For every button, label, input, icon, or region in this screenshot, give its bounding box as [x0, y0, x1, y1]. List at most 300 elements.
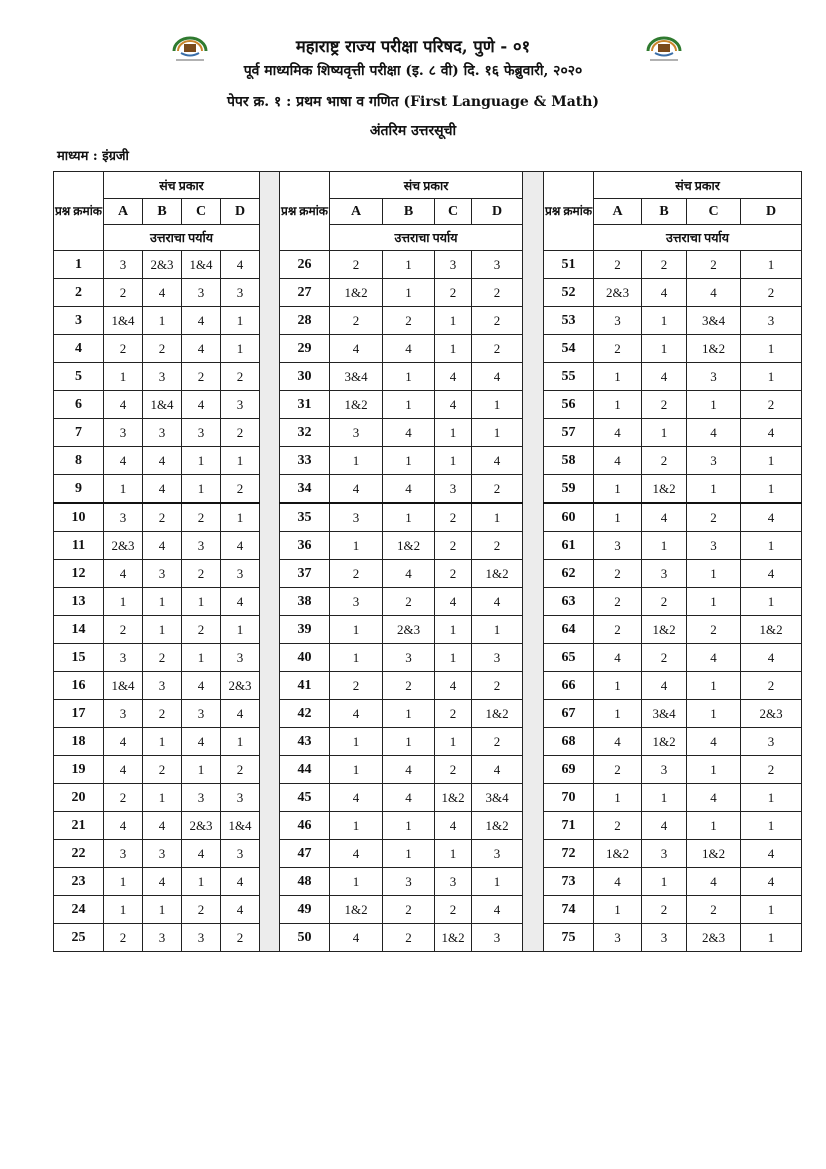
question-number: 13: [54, 588, 104, 616]
answer-set-a: 3: [330, 588, 383, 616]
answer-set-b: 4: [383, 335, 435, 363]
table-row: [54, 924, 802, 952]
answer-set-c: 4: [687, 868, 741, 896]
answer-set-a: 4: [330, 784, 383, 812]
answer-set-d: 1: [472, 616, 523, 644]
answer-set-c: 1: [435, 840, 472, 868]
answer-set-d: 3: [472, 840, 523, 868]
answer-set-a: 2: [104, 279, 143, 307]
table-row: [54, 503, 802, 532]
answer-set-c: 4: [182, 728, 221, 756]
answer-set-b: 2: [642, 391, 687, 419]
question-number: 11: [54, 532, 104, 560]
table-row: [54, 363, 802, 391]
answer-set-a: 2: [330, 251, 383, 279]
answer-set-c: 1: [435, 447, 472, 475]
answer-set-c: 4: [435, 391, 472, 419]
answer-set-d: 3: [221, 840, 260, 868]
answer-set-b: 1: [383, 279, 435, 307]
answer-set-c: 1&2: [687, 335, 741, 363]
answer-set-b: 1: [642, 419, 687, 447]
answer-set-b: 1: [383, 503, 435, 532]
question-number: 6: [54, 391, 104, 419]
answer-set-a: 3: [594, 307, 642, 335]
question-number: 74: [544, 896, 594, 924]
answer-set-a: 4: [104, 447, 143, 475]
set-type-header: संच प्रकार: [594, 172, 802, 199]
answer-set-d: 4: [221, 251, 260, 279]
answer-set-b: 1: [383, 391, 435, 419]
answer-set-c: 1&4: [182, 251, 221, 279]
answer-set-c: 4: [182, 840, 221, 868]
answer-set-c: 2: [182, 560, 221, 588]
set-c-header: C: [687, 199, 741, 225]
question-number: 15: [54, 644, 104, 672]
answer-set-c: 1: [182, 475, 221, 504]
question-number: 68: [544, 728, 594, 756]
answer-set-c: 4: [687, 279, 741, 307]
answer-set-d: 4: [472, 588, 523, 616]
question-number: 39: [280, 616, 330, 644]
answer-set-c: 2&3: [182, 812, 221, 840]
question-number: 27: [280, 279, 330, 307]
question-number: 38: [280, 588, 330, 616]
answer-set-c: 4: [182, 391, 221, 419]
set-b-header: B: [143, 199, 182, 225]
answer-set-a: 1: [104, 588, 143, 616]
answer-set-d: 4: [472, 756, 523, 784]
answer-set-a: 1: [594, 896, 642, 924]
answer-set-a: 1: [104, 363, 143, 391]
answer-set-d: 1: [221, 503, 260, 532]
question-number: 65: [544, 644, 594, 672]
answer-set-b: 2: [383, 588, 435, 616]
answer-set-b: 3: [642, 756, 687, 784]
answer-set-c: 4: [435, 588, 472, 616]
answer-set-b: 1: [143, 896, 182, 924]
question-number: 20: [54, 784, 104, 812]
answer-set-d: 4: [741, 419, 802, 447]
answer-set-a: 3: [104, 251, 143, 279]
answer-set-b: 3: [642, 924, 687, 952]
table-row: [54, 840, 802, 868]
answer-set-b: 2: [143, 644, 182, 672]
question-number: 43: [280, 728, 330, 756]
question-number: 57: [544, 419, 594, 447]
question-number: 73: [544, 868, 594, 896]
question-number: 18: [54, 728, 104, 756]
answer-set-d: 1: [741, 924, 802, 952]
answer-set-a: 2: [104, 784, 143, 812]
question-number: 31: [280, 391, 330, 419]
answer-set-c: 2: [435, 560, 472, 588]
answer-set-a: 2: [594, 560, 642, 588]
question-number: 23: [54, 868, 104, 896]
answer-set-a: 1: [594, 475, 642, 504]
answer-set-a: 1: [330, 728, 383, 756]
question-number: 30: [280, 363, 330, 391]
answer-set-d: 4: [472, 896, 523, 924]
question-number: 4: [54, 335, 104, 363]
table-row: [54, 868, 802, 896]
answer-option-header: उत्तराचा पर्याय: [330, 225, 523, 251]
answer-set-d: 4: [221, 868, 260, 896]
answer-set-c: 2: [182, 503, 221, 532]
answer-set-c: 1&2: [687, 840, 741, 868]
answer-set-d: 2: [221, 924, 260, 952]
answer-set-c: 2: [182, 363, 221, 391]
answer-set-c: 3: [435, 868, 472, 896]
question-number: 44: [280, 756, 330, 784]
answer-set-a: 1: [330, 616, 383, 644]
answer-set-c: 2: [435, 532, 472, 560]
set-b-header: B: [642, 199, 687, 225]
answer-set-b: 1: [642, 307, 687, 335]
answer-set-d: 2: [472, 475, 523, 504]
answer-set-d: 3: [472, 251, 523, 279]
answer-set-b: 2: [383, 307, 435, 335]
answer-set-d: 2: [472, 672, 523, 700]
answer-set-c: 2: [687, 896, 741, 924]
answer-set-c: 2: [435, 700, 472, 728]
answer-set-d: 2: [741, 672, 802, 700]
answer-set-d: 2: [221, 756, 260, 784]
answer-set-d: 1: [741, 251, 802, 279]
answer-set-b: 4: [143, 532, 182, 560]
table-row: [54, 672, 802, 700]
question-number: 71: [544, 812, 594, 840]
answer-set-b: 4: [642, 672, 687, 700]
answer-set-b: 1: [383, 251, 435, 279]
answer-set-d: 4: [221, 588, 260, 616]
answer-set-b: 1: [642, 335, 687, 363]
answer-set-b: 3: [642, 560, 687, 588]
answer-set-b: 2&3: [143, 251, 182, 279]
answer-set-d: 1: [221, 616, 260, 644]
answer-set-c: 4: [687, 419, 741, 447]
question-number: 58: [544, 447, 594, 475]
answer-set-d: 4: [741, 644, 802, 672]
set-a-header: A: [330, 199, 383, 225]
answer-set-b: 1: [642, 868, 687, 896]
answer-set-c: 2: [435, 279, 472, 307]
question-number: 54: [544, 335, 594, 363]
answer-set-c: 2: [182, 616, 221, 644]
answer-set-b: 1&2: [642, 616, 687, 644]
answer-set-d: 3: [472, 924, 523, 952]
answer-set-c: 2: [435, 756, 472, 784]
question-number-header: प्रश्न क्रमांक: [544, 172, 594, 251]
answer-set-c: 1: [182, 447, 221, 475]
answer-set-b: 2: [143, 335, 182, 363]
answer-set-d: 4: [221, 532, 260, 560]
answer-set-b: 4: [383, 475, 435, 504]
document-type: अंतरिम उत्तरसूची: [369, 123, 457, 139]
answer-set-a: 4: [330, 840, 383, 868]
question-number: 33: [280, 447, 330, 475]
answer-set-a: 4: [104, 728, 143, 756]
answer-set-a: 4: [330, 475, 383, 504]
answer-set-c: 2: [435, 896, 472, 924]
answer-set-b: 2: [383, 896, 435, 924]
answer-set-a: 1: [330, 868, 383, 896]
set-d-header: D: [741, 199, 802, 225]
answer-set-d: 1&4: [221, 812, 260, 840]
answer-set-d: 2&3: [221, 672, 260, 700]
answer-option-header: उत्तराचा पर्याय: [594, 225, 802, 251]
answer-set-c: 1: [687, 391, 741, 419]
answer-set-d: 3: [221, 784, 260, 812]
answer-set-b: 1: [642, 532, 687, 560]
answer-set-d: 1: [741, 335, 802, 363]
column-gap: [523, 172, 544, 952]
table-row: [54, 475, 802, 504]
answer-set-d: 1: [472, 391, 523, 419]
table-row: [54, 700, 802, 728]
answer-set-b: 4: [143, 279, 182, 307]
question-number: 48: [280, 868, 330, 896]
question-number: 63: [544, 588, 594, 616]
answer-set-d: 1: [221, 307, 260, 335]
answer-set-d: 4: [741, 503, 802, 532]
answer-set-b: 1&4: [143, 391, 182, 419]
set-d-header: D: [472, 199, 523, 225]
set-a-header: A: [594, 199, 642, 225]
answer-set-a: 3: [104, 700, 143, 728]
answer-set-c: 3: [687, 447, 741, 475]
answer-set-d: 4: [472, 447, 523, 475]
answer-set-c: 3: [182, 279, 221, 307]
answer-set-d: 2: [472, 728, 523, 756]
question-number: 3: [54, 307, 104, 335]
answer-set-c: 1: [687, 700, 741, 728]
question-number: 24: [54, 896, 104, 924]
answer-set-c: 1: [687, 812, 741, 840]
table-row: [54, 419, 802, 447]
question-number: 2: [54, 279, 104, 307]
answer-set-a: 4: [594, 447, 642, 475]
question-number: 41: [280, 672, 330, 700]
question-number: 51: [544, 251, 594, 279]
answer-set-b: 1: [383, 728, 435, 756]
answer-set-d: 1: [741, 784, 802, 812]
answer-set-c: 4: [182, 307, 221, 335]
answer-set-a: 1: [330, 756, 383, 784]
answer-set-d: 2: [221, 475, 260, 504]
answer-set-d: 2: [221, 419, 260, 447]
answer-set-a: 4: [330, 924, 383, 952]
answer-set-a: 2: [594, 812, 642, 840]
question-number: 42: [280, 700, 330, 728]
answer-set-d: 2: [741, 279, 802, 307]
question-number: 10: [54, 503, 104, 532]
answer-set-c: 1: [435, 616, 472, 644]
question-number: 7: [54, 419, 104, 447]
answer-set-a: 2&3: [104, 532, 143, 560]
answer-set-d: 1&2: [472, 700, 523, 728]
answer-set-a: 1: [594, 363, 642, 391]
answer-set-a: 1: [594, 784, 642, 812]
answer-set-b: 3&4: [642, 700, 687, 728]
question-number: 55: [544, 363, 594, 391]
answer-set-b: 2: [143, 503, 182, 532]
answer-set-b: 3: [143, 840, 182, 868]
question-number: 26: [280, 251, 330, 279]
answer-set-c: 3: [435, 475, 472, 504]
question-number: 69: [544, 756, 594, 784]
answer-set-a: 4: [594, 728, 642, 756]
answer-set-c: 3&4: [687, 307, 741, 335]
set-d-header: D: [221, 199, 260, 225]
answer-set-a: 2: [104, 924, 143, 952]
answer-set-c: 1: [435, 728, 472, 756]
answer-set-d: 1: [741, 475, 802, 504]
answer-set-a: 4: [104, 560, 143, 588]
table-row: [54, 784, 802, 812]
answer-set-a: 2&3: [594, 279, 642, 307]
question-number-header: प्रश्न क्रमांक: [54, 172, 104, 251]
answer-set-a: 2: [594, 756, 642, 784]
answer-set-b: 1: [143, 307, 182, 335]
answer-set-a: 1: [594, 391, 642, 419]
answer-set-a: 1: [330, 447, 383, 475]
answer-set-c: 2: [435, 503, 472, 532]
question-number: 52: [544, 279, 594, 307]
answer-set-b: 2: [642, 588, 687, 616]
answer-set-b: 4: [383, 419, 435, 447]
set-b-header: B: [383, 199, 435, 225]
answer-set-a: 1&2: [330, 391, 383, 419]
answer-set-d: 2: [741, 756, 802, 784]
answer-set-a: 4: [330, 335, 383, 363]
column-gap: [260, 172, 280, 952]
answer-set-c: 1&2: [435, 784, 472, 812]
answer-key-table: [53, 171, 802, 952]
question-number: 17: [54, 700, 104, 728]
answer-set-d: 1: [741, 532, 802, 560]
answer-set-a: 1: [104, 896, 143, 924]
question-number: 28: [280, 307, 330, 335]
answer-set-c: 1: [687, 672, 741, 700]
answer-set-c: 3: [182, 700, 221, 728]
answer-set-a: 1: [104, 868, 143, 896]
answer-set-b: 4: [143, 447, 182, 475]
answer-set-a: 3&4: [330, 363, 383, 391]
answer-set-b: 4: [642, 279, 687, 307]
answer-set-d: 1&2: [741, 616, 802, 644]
question-number: 49: [280, 896, 330, 924]
answer-set-a: 2: [330, 307, 383, 335]
answer-set-c: 4: [182, 672, 221, 700]
table-row: [54, 307, 802, 335]
answer-set-d: 2: [741, 391, 802, 419]
answer-set-d: 3: [221, 391, 260, 419]
answer-set-a: 3: [104, 419, 143, 447]
answer-set-c: 1: [182, 756, 221, 784]
answer-set-b: 1: [143, 784, 182, 812]
question-number: 5: [54, 363, 104, 391]
answer-set-c: 3: [182, 924, 221, 952]
answer-set-a: 3: [594, 532, 642, 560]
board-title: महाराष्ट्र राज्य परीक्षा परिषद, पुणे - ०१: [295, 37, 531, 56]
question-number: 40: [280, 644, 330, 672]
question-number: 32: [280, 419, 330, 447]
answer-set-b: 2: [642, 896, 687, 924]
answer-set-a: 2: [594, 335, 642, 363]
answer-set-a: 1&2: [594, 840, 642, 868]
question-number: 72: [544, 840, 594, 868]
table-row: [54, 644, 802, 672]
answer-set-a: 4: [104, 812, 143, 840]
answer-set-c: 1: [182, 644, 221, 672]
question-number: 46: [280, 812, 330, 840]
answer-set-b: 2: [383, 672, 435, 700]
answer-set-b: 3: [143, 363, 182, 391]
answer-set-b: 1: [143, 588, 182, 616]
question-number: 59: [544, 475, 594, 504]
question-number-header: प्रश्न क्रमांक: [280, 172, 330, 251]
answer-set-b: 3: [143, 924, 182, 952]
answer-set-a: 3: [104, 503, 143, 532]
answer-set-b: 2&3: [383, 616, 435, 644]
answer-set-c: 1: [435, 335, 472, 363]
answer-set-c: 3: [687, 532, 741, 560]
answer-set-d: 1: [741, 447, 802, 475]
answer-set-b: 2: [642, 447, 687, 475]
question-number: 53: [544, 307, 594, 335]
question-number: 1: [54, 251, 104, 279]
table-row: [54, 756, 802, 784]
answer-set-a: 1: [594, 503, 642, 532]
answer-set-a: 3: [330, 419, 383, 447]
answer-set-a: 4: [104, 391, 143, 419]
answer-set-b: 1: [383, 363, 435, 391]
answer-set-a: 2: [594, 616, 642, 644]
answer-set-a: 4: [104, 756, 143, 784]
answer-set-b: 3: [383, 868, 435, 896]
question-number: 50: [280, 924, 330, 952]
question-number: 75: [544, 924, 594, 952]
answer-set-a: 3: [330, 503, 383, 532]
answer-set-b: 1&2: [642, 475, 687, 504]
answer-set-d: 1: [221, 335, 260, 363]
answer-set-d: 2&3: [741, 700, 802, 728]
answer-set-a: 4: [330, 700, 383, 728]
question-number: 61: [544, 532, 594, 560]
answer-set-c: 4: [182, 335, 221, 363]
set-c-header: C: [182, 199, 221, 225]
answer-set-d: 3: [221, 560, 260, 588]
answer-set-c: 4: [435, 812, 472, 840]
answer-set-b: 2: [642, 251, 687, 279]
answer-set-b: 1: [383, 812, 435, 840]
answer-set-a: 4: [594, 644, 642, 672]
answer-set-b: 1&2: [642, 728, 687, 756]
answer-set-c: 3: [182, 784, 221, 812]
answer-set-b: 2: [383, 924, 435, 952]
answer-set-c: 4: [435, 363, 472, 391]
answer-set-c: 1: [182, 588, 221, 616]
answer-set-b: 2: [143, 700, 182, 728]
table-row: [54, 588, 802, 616]
question-number: 21: [54, 812, 104, 840]
answer-option-header: उत्तराचा पर्याय: [104, 225, 260, 251]
question-number: 34: [280, 475, 330, 504]
answer-set-b: 4: [383, 784, 435, 812]
answer-set-a: 2: [330, 672, 383, 700]
set-a-header: A: [104, 199, 143, 225]
answer-set-b: 4: [383, 756, 435, 784]
